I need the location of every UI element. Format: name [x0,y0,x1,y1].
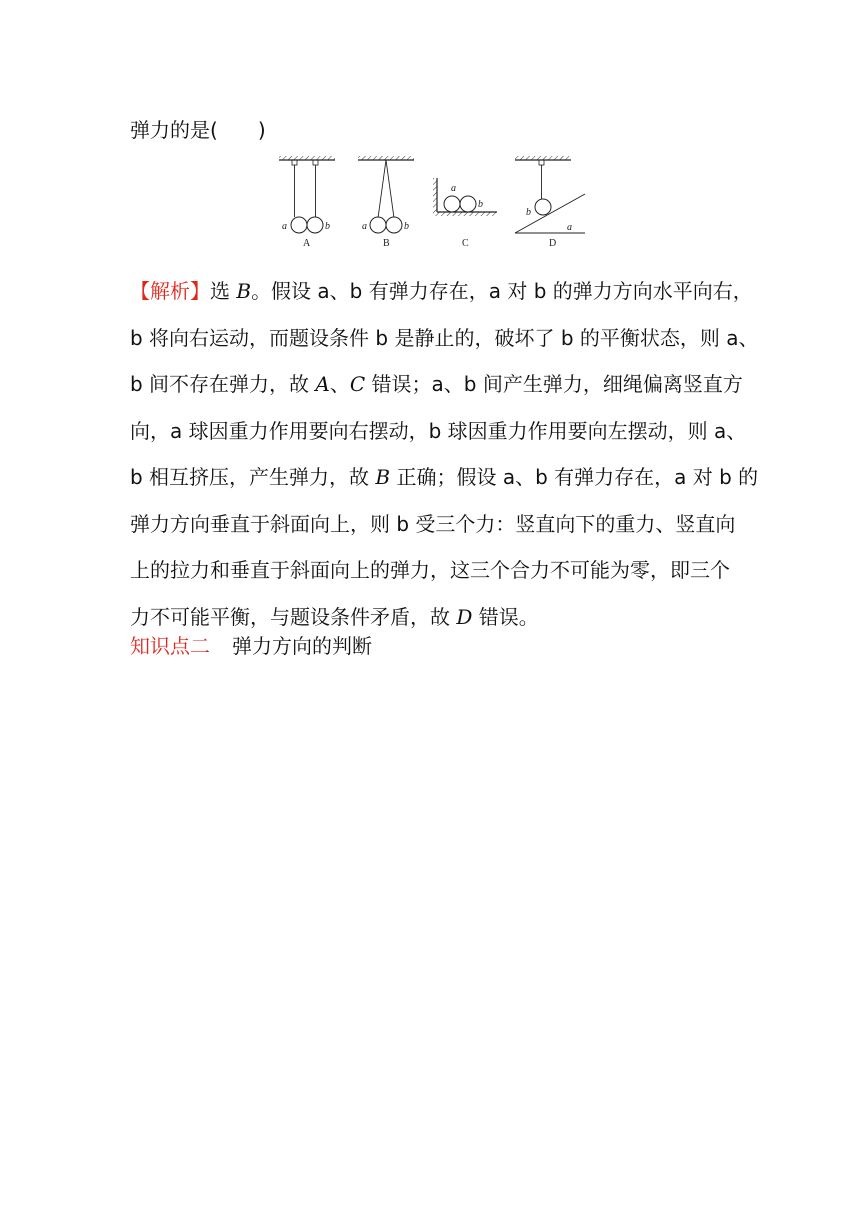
analysis-text: 弹力方向垂直于斜面向上，则 b 受三个力：竖直向下的重力、竖直向 [130,511,736,536]
panel-b-diagram [358,156,414,249]
analysis-tag: 【解析】 [130,279,210,303]
panel-a-label-b: b [325,221,330,232]
panel-c-label-b: b [478,199,483,210]
analysis-line [130,408,747,455]
analysis-block [130,268,759,640]
analysis-line [130,547,734,594]
option-letter: B [236,279,252,303]
panel-d-angle-label: a [567,222,572,233]
analysis-line [130,315,759,362]
panel-a-diagram [279,156,335,249]
analysis-line [130,268,753,315]
analysis-line [130,454,759,501]
physics-figure [275,150,595,252]
question-paren-close: ) [257,118,266,142]
section-title: 弹力方向的判断 [232,634,372,658]
panel-c-diagram [433,178,497,249]
analysis-line [130,501,734,548]
question-text: 弹力的是( [130,118,218,142]
panel-c-label-a: a [451,183,456,194]
analysis-text: b 间不存在弹力，故 [130,372,316,396]
option-letter: D [456,604,473,629]
option-letter: B [375,465,391,489]
panel-d-caption: D [549,238,557,249]
panel-b-label-b: b [404,221,409,232]
analysis-text: 向，a 球因重力作用要向右摆动，b 球因重力作用要向左摆动，则 a、 [130,418,747,443]
analysis-text: 错误。 [472,604,539,629]
analysis-text: 力不可能平衡，与题设条件矛盾，故 [130,604,457,629]
section-heading [130,630,372,662]
panel-a-caption: A [303,238,311,249]
analysis-text: b 将向右运动，而题设条件 b 是静止的，破坏了 b 的平衡状态，则 a、 [130,325,759,350]
panel-b-label-a: a [362,221,367,232]
analysis-text: 上的拉力和垂直于斜面向上的弹力，这三个合力不可能为零，即三个 [130,558,730,582]
panel-d-label-b: b [526,207,531,218]
analysis-text: 、 [329,372,350,396]
option-letter: A [315,372,330,396]
analysis-text: 错误；a、b 间产生弹力，细绳偏离竖直方 [365,372,743,396]
analysis-text: 选 [210,279,237,303]
analysis-line [130,361,743,408]
panel-a-label-a: a [282,221,287,232]
analysis-text: b 相互挤压，产生弹力，故 [130,465,376,489]
panel-c-caption: C [462,238,469,249]
option-letter: C [349,372,366,396]
question-stem [130,116,266,144]
panel-d-diagram [515,156,585,249]
section-label: 知识点二 [130,634,210,658]
analysis-text: 。假设 a、b 有弹力存在，a 对 b 的弹力方向水平向右， [251,279,753,303]
panel-b-caption: B [383,238,390,249]
analysis-text: 正确；假设 a、b 有弹力存在，a 对 b 的 [390,465,759,489]
